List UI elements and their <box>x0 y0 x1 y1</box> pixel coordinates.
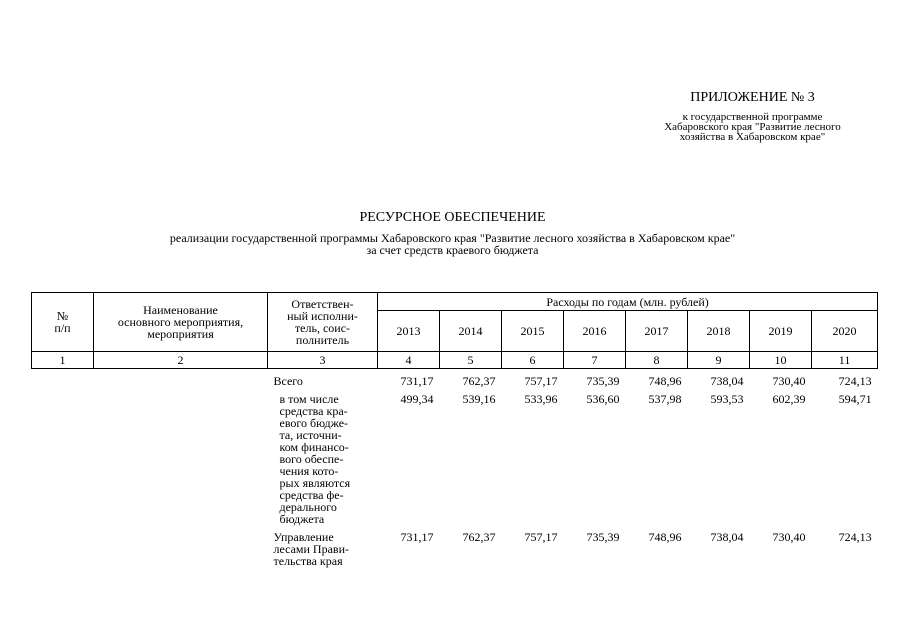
column-number: 10 <box>750 352 812 369</box>
column-number: 11 <box>812 352 878 369</box>
table-header <box>32 293 878 352</box>
row-value: 735,39 <box>586 530 620 544</box>
row-value: 738,04 <box>710 374 744 388</box>
document-subtitle-line-2: за счет средств краевого бюджета <box>366 243 539 257</box>
row-value: 731,17 <box>400 530 434 544</box>
header-row <box>32 293 878 311</box>
row-value: 731,17 <box>400 374 434 388</box>
header-year: 2013 <box>378 311 440 352</box>
header-year: 2015 <box>502 311 564 352</box>
row-value: 724,13 <box>838 530 872 544</box>
table-body <box>32 352 878 568</box>
row-number-cell <box>32 369 94 388</box>
row-number-cell <box>32 387 94 525</box>
header-year: 2017 <box>626 311 688 352</box>
row-activity-cell <box>94 387 268 525</box>
row-value: 594,71 <box>838 392 872 406</box>
row-value: 499,34 <box>400 392 434 406</box>
appendix-line-2: Хабаровского края "Развитие лесного <box>664 121 841 133</box>
header-year: 2018 <box>688 311 750 352</box>
row-label: в том числе средства кра- евого бюдже- та, источни- ком финансо- вого обеспе- чения кото- рых являются средства фе- дерального бюджета <box>279 392 351 526</box>
table-row-total <box>32 369 878 388</box>
row-value: 735,39 <box>586 374 620 388</box>
row-value: 757,17 <box>524 374 558 388</box>
column-number: 4 <box>378 352 440 369</box>
appendix-header <box>640 90 865 142</box>
row-value: 539,16 <box>462 392 496 406</box>
row-value: 748,96 <box>648 530 682 544</box>
row-activity-cell <box>94 525 268 567</box>
column-number-row <box>32 352 878 369</box>
resource-table <box>31 292 878 567</box>
column-number: 2 <box>94 352 268 369</box>
row-value: 537,98 <box>648 392 682 406</box>
header-year: 2019 <box>750 311 812 352</box>
row-value: 602,39 <box>772 392 806 406</box>
column-number: 5 <box>440 352 502 369</box>
document-subtitle <box>0 232 905 256</box>
table-row-forestry-department <box>32 525 878 567</box>
appendix-line-3: хозяйства в Хабаровском крае" <box>679 131 826 143</box>
row-value: 533,96 <box>524 392 558 406</box>
column-number: 3 <box>268 352 378 369</box>
column-number: 9 <box>688 352 750 369</box>
column-number: 1 <box>32 352 94 369</box>
appendix-text <box>640 112 865 142</box>
header-activity-name: Наименование основного мероприятия, мероприятия <box>94 293 268 352</box>
row-value: 762,37 <box>462 374 496 388</box>
document-subtitle-line-1: реализации государственной программы Хабаровского края "Развитие лесного хозяйства в Хабаровском крае" <box>169 231 736 245</box>
document-title: РЕСУРСНОЕ ОБЕСПЕЧЕНИЕ <box>359 210 546 225</box>
column-number: 6 <box>502 352 564 369</box>
header-year: 2020 <box>812 311 878 352</box>
row-activity-cell <box>94 369 268 388</box>
row-value: 730,40 <box>772 530 806 544</box>
row-label: Управление лесами Прави- тельства края <box>273 530 350 568</box>
column-number: 8 <box>626 352 688 369</box>
column-number: 7 <box>564 352 626 369</box>
header-expenses: Расходы по годам (млн. рублей) <box>378 293 878 311</box>
appendix-line-1: к государственной программе <box>682 111 823 123</box>
row-value: 730,40 <box>772 374 806 388</box>
row-value: 536,60 <box>586 392 620 406</box>
row-value: 724,13 <box>838 374 872 388</box>
row-value: 593,53 <box>710 392 744 406</box>
row-label: Всего <box>273 374 303 388</box>
header-year: 2016 <box>564 311 626 352</box>
header-responsible: Ответствен- ный исполни- тель, соис- полнитель <box>268 293 378 352</box>
header-number: № п/п <box>32 293 94 352</box>
header-year: 2014 <box>440 311 502 352</box>
row-value: 738,04 <box>710 530 744 544</box>
appendix-title: ПРИЛОЖЕНИЕ № 3 <box>690 90 815 105</box>
row-number-cell <box>32 525 94 567</box>
row-value: 748,96 <box>648 374 682 388</box>
row-value: 757,17 <box>524 530 558 544</box>
row-value: 762,37 <box>462 530 496 544</box>
table-row-federal-share <box>32 387 878 525</box>
